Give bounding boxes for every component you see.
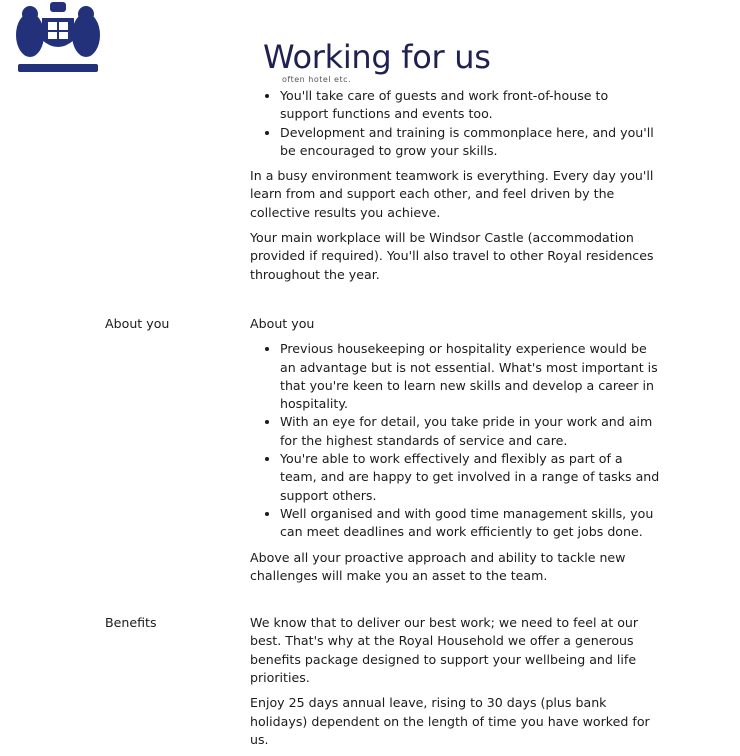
page-title: Working for us — [263, 38, 491, 76]
list-item: • You're able to work effectively and flexibly as part of a team, and are happy to get involved in a range of tasks and support others. — [280, 450, 660, 505]
list-item: • Previous housekeeping or hospitality experience would be an advantage but is not essential. What's most important is that you're keen to learn new skills and develop a career in hospitality. — [280, 340, 660, 413]
list-item: • With an eye for detail, you take pride in your work and aim for the highest standards of service and care. — [280, 413, 660, 450]
list-item: • Well organised and with good time management skills, you can meet deadlines and work efficiently to get jobs done. — [280, 505, 660, 542]
paragraph: Your main workplace will be Windsor Castle (accommodation provided if required). You'll also travel to other Royal residences throughout the year. — [250, 230, 654, 282]
paragraph: Enjoy 25 days annual leave, rising to 30 days (plus bank holidays) dependent on the length of time you have worked for us. — [250, 695, 650, 747]
list-item: • You'll take care of guests and work front-of-house to support functions and events too. — [280, 87, 660, 124]
paragraph: We know that to deliver our best work; we need to feel at our best. That's why at the Royal Household we offer a generous benefits package designed to support your wellbeing and life priorities. — [250, 615, 639, 686]
paragraph: In a busy environment teamwork is everything. Every day you'll learn from and support each other, and feel driven by the collective results you achieve. — [250, 168, 654, 220]
role-bullets — [250, 87, 660, 160]
main-content — [250, 87, 660, 756]
clipped-text: often hotel etc. — [282, 75, 352, 84]
paragraph: Above all your proactive approach and ability to tackle new challenges will make you an asset to the team. — [250, 549, 626, 583]
about-you-bullets — [250, 340, 660, 541]
section-label-about-you: About you — [105, 315, 170, 331]
list-item: • Development and training is commonplace here, and you'll be encouraged to grow your skills. — [280, 124, 660, 161]
section-label-benefits: Benefits — [105, 615, 157, 631]
royal-crest-logo — [12, 0, 104, 76]
about-you-heading: About you — [250, 315, 315, 331]
